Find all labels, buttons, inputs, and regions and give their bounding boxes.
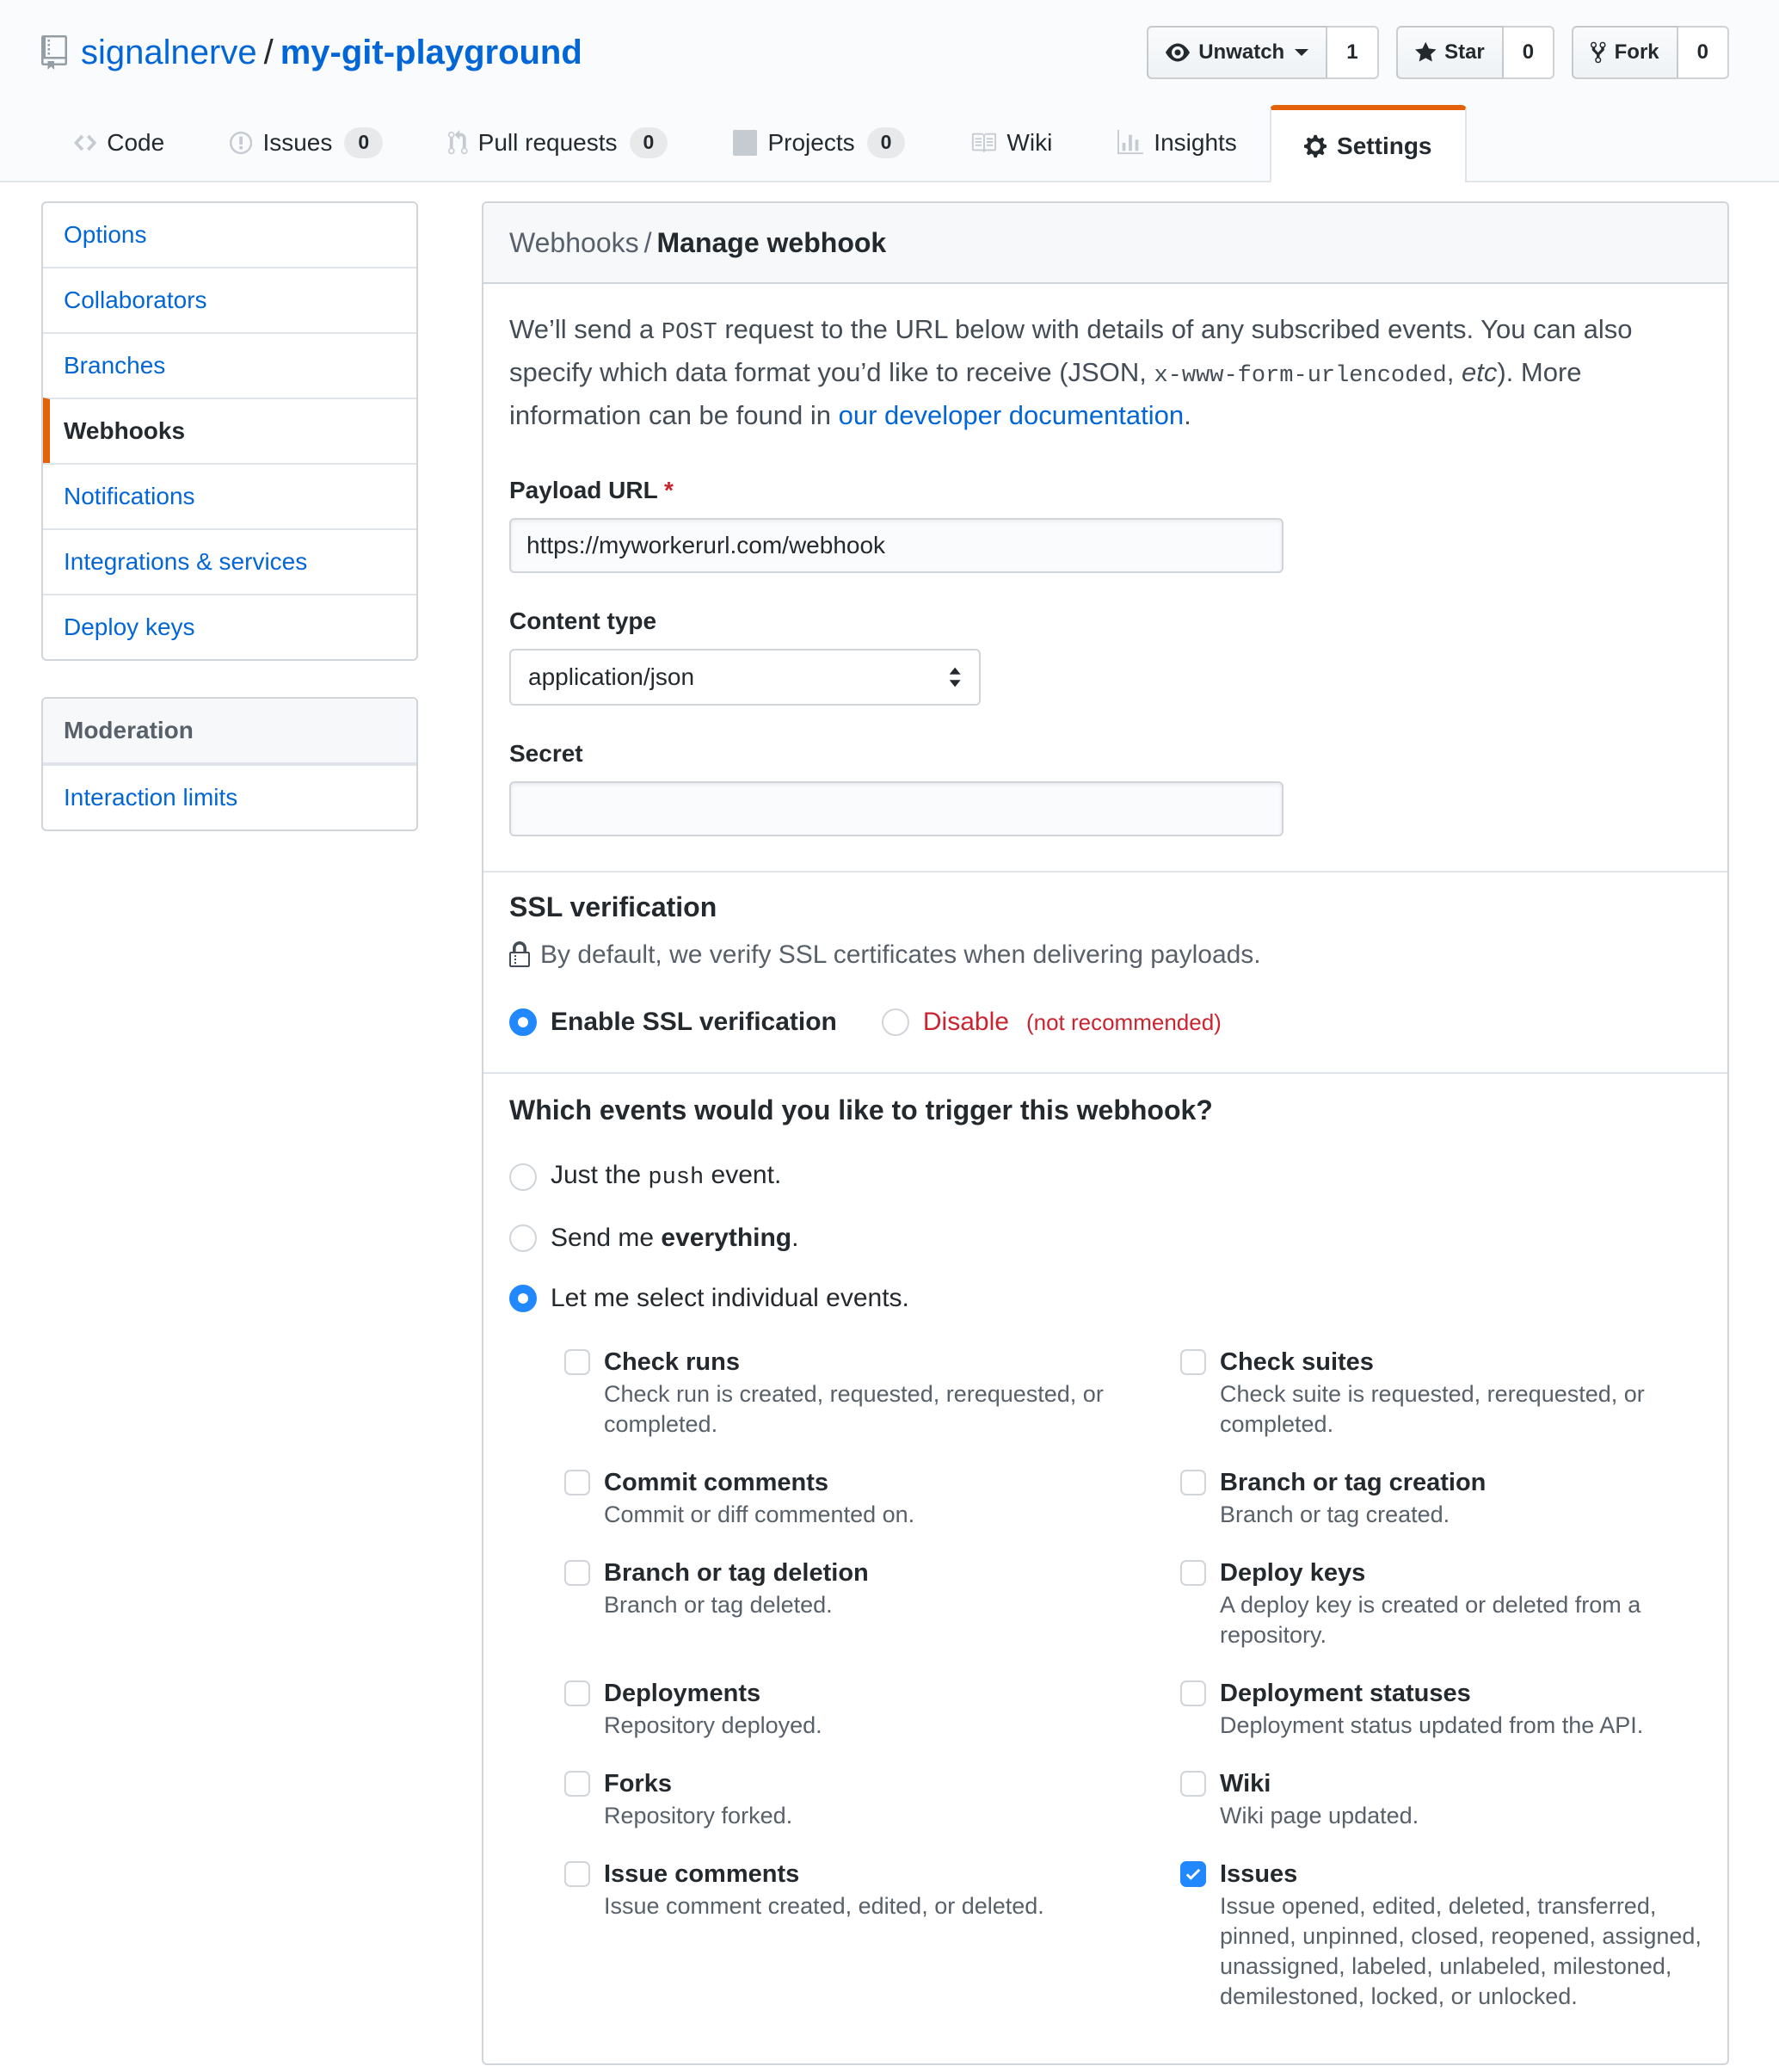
just-push-label bbox=[551, 1158, 781, 1195]
sidebar-item-webhooks[interactable]: Webhooks bbox=[43, 398, 416, 463]
ssl-heading: SSL verification bbox=[509, 891, 717, 922]
intro-part: ). More information can be found in bbox=[509, 357, 1582, 430]
sidebar-item-deploy-keys[interactable]: Deploy keys bbox=[43, 594, 416, 659]
issues-counter: 0 bbox=[344, 127, 383, 158]
tab-label: Insights bbox=[1154, 129, 1237, 156]
checkbox-issue-comments[interactable] bbox=[564, 1861, 590, 1887]
event-label: Wiki bbox=[1220, 1770, 1271, 1798]
star-group bbox=[1396, 26, 1555, 79]
unwatch-label: Unwatch bbox=[1198, 40, 1285, 64]
radio-disable-ssl[interactable] bbox=[882, 1008, 909, 1036]
project-icon bbox=[733, 130, 757, 156]
event-desc: Commit or diff commented on. bbox=[604, 1502, 915, 1527]
tab-settings[interactable] bbox=[1270, 105, 1467, 182]
event-label: Deploy keys bbox=[1220, 1559, 1366, 1587]
checkbox-deployment-statuses[interactable] bbox=[1180, 1680, 1206, 1706]
tab-insights[interactable] bbox=[1085, 105, 1270, 181]
event-deploy-keys[interactable] bbox=[1180, 1556, 1702, 1650]
event-deployments[interactable] bbox=[564, 1676, 1158, 1741]
event-desc: Repository forked. bbox=[604, 1803, 793, 1828]
intro-code-post: POST bbox=[661, 320, 717, 346]
moderation-menu bbox=[41, 697, 418, 831]
projects-counter: 0 bbox=[867, 127, 906, 158]
star-button[interactable] bbox=[1396, 26, 1504, 79]
secret-input[interactable] bbox=[509, 781, 1283, 836]
ssl-note bbox=[509, 938, 1702, 972]
webhook-form-section bbox=[483, 284, 1727, 873]
events-grid bbox=[564, 1345, 1702, 2012]
event-check-suites[interactable] bbox=[1180, 1345, 1702, 1440]
event-check-runs[interactable] bbox=[564, 1345, 1158, 1440]
checkbox-forks[interactable] bbox=[564, 1771, 590, 1797]
fork-group bbox=[1572, 26, 1729, 79]
graph-icon bbox=[1117, 130, 1143, 156]
repo-icon bbox=[41, 35, 67, 70]
breadcrumb bbox=[483, 203, 1727, 284]
watchers-count[interactable]: 1 bbox=[1327, 26, 1378, 79]
label-part: . bbox=[791, 1224, 799, 1252]
event-deployment-statuses[interactable] bbox=[1180, 1676, 1702, 1741]
sidebar-item-interaction-limits[interactable]: Interaction limits bbox=[43, 764, 416, 829]
intro-part: request to the URL below with details of any subscribed events. You can also specify which data format you’d like to receive (JSON, bbox=[509, 314, 1633, 387]
breadcrumb-separator: / bbox=[643, 227, 652, 258]
content-type-select[interactable] bbox=[509, 649, 981, 706]
repo-actions bbox=[1147, 26, 1729, 79]
event-label: Branch or tag creation bbox=[1220, 1469, 1487, 1496]
page-content bbox=[0, 182, 1779, 2065]
select-individual-option[interactable] bbox=[509, 1281, 1702, 1316]
book-icon bbox=[970, 130, 996, 156]
label-part: event. bbox=[704, 1161, 782, 1189]
event-label: Check runs bbox=[604, 1348, 740, 1376]
gear-icon bbox=[1304, 133, 1327, 159]
tab-label: Wiki bbox=[1006, 129, 1053, 156]
required-asterisk: * bbox=[663, 477, 674, 503]
content-type-group bbox=[509, 604, 1702, 706]
event-label: Commit comments bbox=[604, 1469, 829, 1496]
send-everything-option[interactable] bbox=[509, 1221, 1702, 1255]
radio-send-everything[interactable] bbox=[509, 1224, 537, 1252]
sidebar-item-notifications[interactable]: Notifications bbox=[43, 463, 416, 528]
events-heading: Which events would you like to trigger this webhook? bbox=[509, 1095, 1213, 1125]
event-branch-or-tag-creation[interactable] bbox=[1180, 1465, 1702, 1530]
event-label: Branch or tag deletion bbox=[604, 1559, 869, 1587]
event-label: Deployments bbox=[604, 1680, 761, 1707]
page-title: Manage webhook bbox=[656, 227, 887, 258]
disable-ssl-note: (not recommended) bbox=[1025, 1009, 1222, 1035]
moderation-header: Moderation bbox=[43, 699, 416, 764]
events-section bbox=[483, 1074, 1727, 2063]
event-label: Forks bbox=[604, 1770, 672, 1798]
event-desc: Branch or tag created. bbox=[1220, 1502, 1450, 1527]
watch-group bbox=[1147, 26, 1378, 79]
intro-text bbox=[509, 310, 1702, 435]
sidebar-item-integrations[interactable]: Integrations & services bbox=[43, 528, 416, 594]
sidebar-item-collaborators[interactable]: Collaborators bbox=[43, 267, 416, 332]
checkbox-branch-or-tag-creation[interactable] bbox=[1180, 1470, 1206, 1495]
event-desc: A deploy key is created or deleted from a repository. bbox=[1220, 1592, 1641, 1648]
event-label: Deployment statuses bbox=[1220, 1680, 1471, 1707]
intro-part: We’ll send a bbox=[509, 314, 662, 344]
tab-label: Settings bbox=[1337, 133, 1432, 159]
tab-wiki[interactable] bbox=[938, 105, 1085, 181]
event-branch-or-tag-deletion[interactable] bbox=[564, 1556, 1158, 1620]
event-wiki[interactable] bbox=[1180, 1767, 1702, 1831]
stargazers-count[interactable]: 0 bbox=[1504, 26, 1554, 79]
secret-group bbox=[509, 737, 1702, 836]
tab-code[interactable] bbox=[41, 105, 197, 181]
fork-button[interactable] bbox=[1572, 26, 1678, 79]
label-part: Just the bbox=[551, 1161, 649, 1189]
radio-just-push[interactable] bbox=[509, 1163, 537, 1191]
tab-label: Projects bbox=[767, 129, 855, 156]
star-icon bbox=[1415, 40, 1437, 65]
repo-header bbox=[0, 0, 1779, 182]
disable-ssl-label: Disable bbox=[922, 1008, 1009, 1036]
settings-sidebar bbox=[41, 201, 418, 867]
enable-ssl-option[interactable] bbox=[509, 1005, 837, 1039]
forks-count[interactable]: 0 bbox=[1678, 26, 1729, 79]
send-everything-label bbox=[551, 1221, 798, 1255]
webhook-panel bbox=[482, 201, 1729, 2065]
repo-owner-link[interactable]: signalnerve bbox=[81, 34, 257, 71]
event-desc: Wiki page updated. bbox=[1220, 1803, 1419, 1828]
content-type-value: application/json bbox=[528, 663, 695, 690]
secret-label: Secret bbox=[509, 740, 583, 767]
caret-down-icon bbox=[1295, 49, 1308, 63]
radio-select-individual[interactable] bbox=[509, 1285, 537, 1312]
event-desc: Issue comment created, edited, or deleted. bbox=[604, 1893, 1044, 1919]
repo-tab-bar bbox=[0, 105, 1779, 182]
radio-enable-ssl[interactable] bbox=[509, 1008, 537, 1036]
sidebar-item-branches[interactable]: Branches bbox=[43, 332, 416, 398]
unwatch-button[interactable] bbox=[1147, 26, 1327, 79]
tab-issues[interactable] bbox=[197, 105, 416, 181]
repo-breadcrumb bbox=[81, 28, 582, 77]
pull-requests-counter: 0 bbox=[630, 127, 668, 158]
issue-icon bbox=[230, 130, 252, 156]
code-icon bbox=[74, 130, 96, 156]
content-type-label: Content type bbox=[509, 607, 657, 634]
payload-url-group bbox=[509, 473, 1702, 573]
event-desc: Deployment status updated from the API. bbox=[1220, 1712, 1644, 1738]
everything-bold: everything bbox=[661, 1224, 792, 1252]
payload-url-label bbox=[509, 473, 1702, 508]
repo-name-link[interactable]: my-git-playground bbox=[280, 34, 582, 71]
intro-part: , bbox=[1446, 357, 1462, 387]
event-forks[interactable] bbox=[564, 1767, 1158, 1831]
repo-title-row bbox=[0, 26, 1779, 79]
settings-menu bbox=[41, 201, 418, 661]
sidebar-item-options[interactable]: Options bbox=[64, 221, 147, 248]
intro-part: . bbox=[1184, 400, 1191, 430]
tab-projects[interactable] bbox=[700, 105, 938, 181]
breadcrumb-webhooks-link[interactable]: Webhooks bbox=[509, 227, 639, 258]
label-part: Send me bbox=[551, 1224, 662, 1252]
checkbox-issues[interactable] bbox=[1180, 1861, 1206, 1887]
disable-ssl-option[interactable] bbox=[882, 1005, 1222, 1039]
label-text: Payload URL bbox=[509, 477, 658, 503]
intro-code-urlencoded: x-www-form-urlencoded bbox=[1154, 363, 1447, 389]
event-issue-comments[interactable] bbox=[564, 1857, 1158, 1921]
checkbox-deploy-keys[interactable] bbox=[1180, 1560, 1206, 1586]
just-push-option[interactable] bbox=[509, 1158, 1702, 1195]
checkbox-check-suites[interactable] bbox=[1180, 1349, 1206, 1375]
event-issues[interactable] bbox=[1180, 1857, 1702, 2012]
repo-separator: / bbox=[263, 34, 274, 71]
intro-emphasis: etc bbox=[1461, 357, 1498, 387]
event-desc: Issue opened, edited, deleted, transferred, pinned, unpinned, closed, reopened, assigned, unassigned, labeled, unlabeled, milestoned, demilestoned, locked, or unlocked. bbox=[1220, 1893, 1702, 2009]
event-desc: Check run is created, requested, rerequested, or completed. bbox=[604, 1381, 1104, 1437]
push-code: push bbox=[648, 1165, 705, 1191]
tab-label: Code bbox=[107, 129, 165, 156]
event-label: Issues bbox=[1220, 1860, 1298, 1888]
checkbox-commit-comments[interactable] bbox=[564, 1470, 590, 1495]
event-desc: Check suite is requested, rerequested, or completed. bbox=[1220, 1381, 1645, 1437]
select-individual-label: Let me select individual events. bbox=[551, 1284, 909, 1312]
star-label: Star bbox=[1444, 40, 1485, 64]
lock-icon bbox=[509, 941, 530, 969]
fork-label: Fork bbox=[1614, 40, 1659, 64]
fork-icon bbox=[1591, 40, 1606, 65]
pull-request-icon bbox=[448, 130, 468, 156]
ssl-radio-row bbox=[509, 1005, 1702, 1039]
event-label: Issue comments bbox=[604, 1860, 800, 1888]
event-choices bbox=[509, 1158, 1702, 1316]
tab-label: Issues bbox=[262, 129, 333, 156]
ssl-verification-section bbox=[483, 873, 1727, 1074]
enable-ssl-label: Enable SSL verification bbox=[551, 1008, 837, 1036]
ssl-note-text: By default, we verify SSL certificates when delivering payloads. bbox=[540, 940, 1261, 969]
checkbox-check-runs[interactable] bbox=[564, 1349, 590, 1375]
checkbox-branch-or-tag-deletion[interactable] bbox=[564, 1560, 590, 1586]
event-label: Check suites bbox=[1220, 1348, 1374, 1376]
eye-icon bbox=[1166, 40, 1190, 65]
event-commit-comments[interactable] bbox=[564, 1465, 1158, 1530]
tab-label: Pull requests bbox=[477, 129, 618, 156]
checkbox-wiki[interactable] bbox=[1180, 1771, 1206, 1797]
payload-url-input[interactable] bbox=[509, 518, 1283, 573]
select-caret-icon bbox=[948, 666, 962, 688]
developer-docs-link[interactable]: our developer documentation bbox=[838, 400, 1185, 430]
checkbox-deployments[interactable] bbox=[564, 1680, 590, 1706]
tab-pull-requests[interactable] bbox=[416, 105, 700, 181]
event-desc: Branch or tag deleted. bbox=[604, 1592, 833, 1618]
event-desc: Repository deployed. bbox=[604, 1712, 822, 1738]
